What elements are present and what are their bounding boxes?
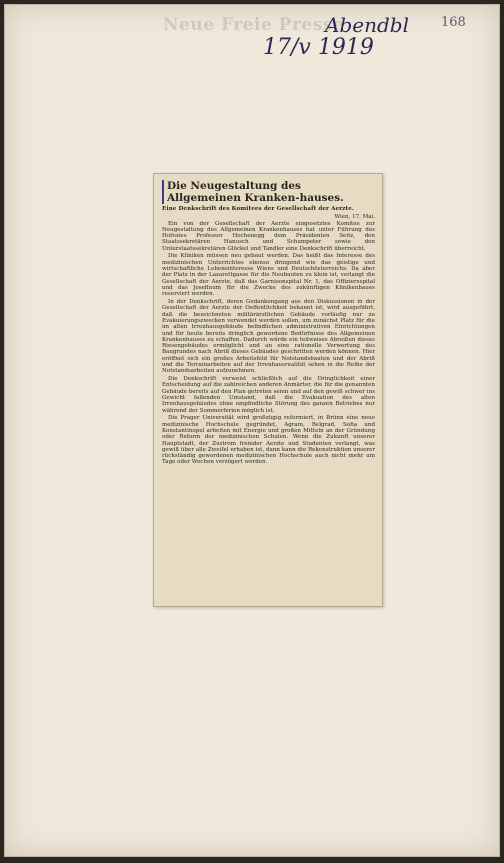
article-dateline: Wien, 17. Mai. [334, 214, 375, 220]
article-paragraph-5: Die Prager Universität wird großzügig reformiert, in Brünn eine neue medizinische Hochschule gegründet, Agram, Belgrad, Sofia und Konstantinopel arbeiten mit Energie und großen Mitteln an der Gründung oder Reform der medizinischen Schulen. Wenn die Zukunft unserer Hauptstadt, der Zustrom fremder Aerzte und Studenten verlangt, was gewiß über alle Zweifel erhaben ist, dann kann die Rekonstruktion unserer rückständig gewordenen medizinischen Hochschule auch nicht mehr um Tage oder Wochen verzögert werden. [162, 415, 375, 466]
handwritten-page-number: 168 [441, 15, 466, 30]
newspaper-clipping [153, 173, 383, 607]
article-subtitle: Eine Denkschrift des Komitees der Gesellschaft der Aerzte. [162, 206, 354, 212]
article-title: Die Neugestaltung des Allgemeinen Kranken-hauses. [162, 180, 375, 204]
newspaper-stamp: Neue Freie Presse [163, 15, 345, 35]
handwritten-date: 17/v 1919 [263, 35, 374, 60]
article-paragraph-1: Ein von der Gesellschaft der Aerzte eingesetztes Komitee zur Neugestaltung des Allgemeinen Krankenhauses hat unter Führung des Hofrates Professor Hochenegg dem Präsidenten Seitz, den Staatssekretären Hanusch und Schumpeter sowie den Unterstaatssekretären Glöckel und Tandler eine Denkschrift überreicht. [162, 220, 375, 252]
article-paragraph-3: In der Denkschrift, deren Gedankengang aus den Diskussionen in der Gesellschaft der Aerzte der Oeffentlichkeit bekannt ist, wird ausgeführt, daß die bezeichneten militärärztlichen Gebäude vorläufig nur zu Evakuierungszwecken verwendet werden sollen, um zunächst Platz für die im alten Irrenhausgebäude befindlichen administrativen Einrichtungen und für heute bereits dringlich gewordene Bedürfnisse des Allgemeinen Krankenhauses zu schaffen. Dadurch würde ein teilweises Abreißen dieses Riesengebäudes ermöglicht und an eine rationelle Verwertung des Baugrundes nach Abriß dieses Gebäudes geschritten werden können. Hier eröffnet sich ein großes Arbeitsfeld für Notstandsbauten und der Abriß und die Terrainarbeiten auf der Irrenhausrealität sehen in die Reihe der Notstandsarbeiten aufzunehmen. [162, 299, 375, 375]
archive-sheet [4, 4, 500, 857]
article-paragraph-4: Die Denkschrift verweist schließlich auf die Dringlichkeit einer Entscheidung auf die zahlreichen anderen Anmärter, die für die genannten Gebäude bereits auf den Plan getreten seien und auf den gewiß schwer ins Gewicht fallenden Umstand, daß die Evakuation des alten Irrenhausgebäudes ohne empfindliche Störung des ganzen Betriebes nur während der Sommerferien möglich ist. [162, 376, 375, 414]
handwritten-edition: Abendbl [325, 13, 409, 37]
article-paragraph-2: Die Kliniken müssen neu gebaut werden. Das heißt das Interesse des medizinischen Unterrichtes ebenso dringend wie das geistige und wirtschaftliche Lebensinteresse Wiens und Deutschösterreichs. Da aber der Platz in der Lazarettgasse für die Neubauten zu klein ist, verlangt die Gesellschaft der Aerzte, daß das Garnisonspital Nr. 1, das Offiziersspital und das Josefinum für die Zwecke des zukünftigen Klinikenbaues reserviert werden. [162, 253, 375, 298]
